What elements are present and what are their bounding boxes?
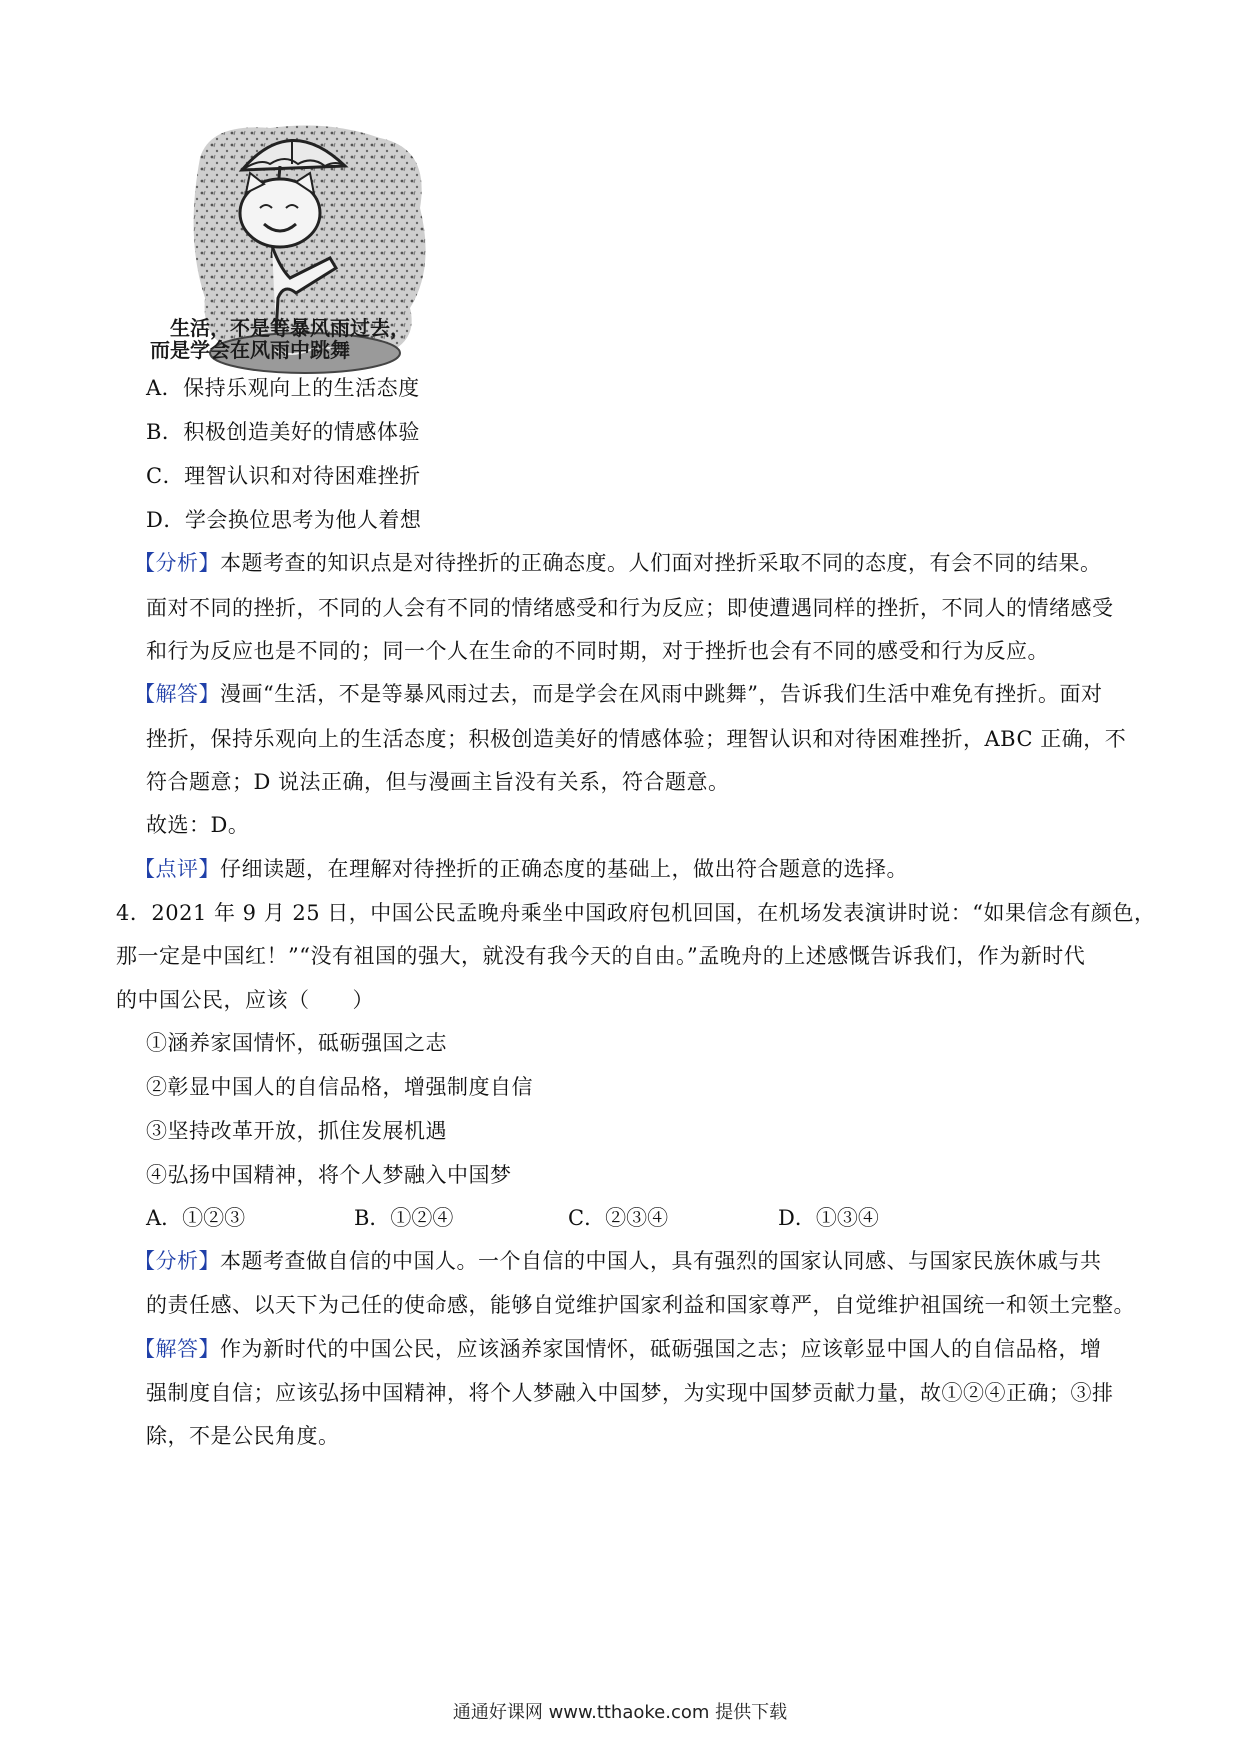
q4-answer-line2: 强制度自信；应该弘扬中国精神，将个人梦融入中国梦，为实现中国梦贡献力量，故①②④正确；③排 — [146, 1381, 1114, 1405]
cartoon-caption-line1: 生活，不是等暴风雨过去， — [170, 316, 410, 340]
q3-analysis-line1: 【分析】本题考查的知识点是对待挫折的正确态度。人们面对挫折采取不同的态度，有会不同的结果。 — [134, 551, 1102, 575]
q4-choice-a: A．①②③ — [146, 1206, 246, 1230]
q3-analysis-line2: 面对不同的挫折，不同的人会有不同的情绪感受和行为反应；即使遭遇同样的挫折，不同人的情绪感受 — [146, 596, 1114, 620]
q4-analysis-line2: 的责任感、以天下为己任的使命感，能够自觉维护国家利益和国家尊严，自觉维护祖国统一和领土完整。 — [146, 1293, 1135, 1317]
q4-choice-d: D．①③④ — [778, 1206, 879, 1230]
q3-option-d: D．学会换位思考为他人着想 — [146, 508, 422, 532]
analysis-tag: 【分析】 — [134, 551, 220, 575]
q4-statement-3: ③坚持改革开放，抓住发展机遇 — [146, 1119, 447, 1143]
q4-analysis-line1: 【分析】本题考查做自信的中国人。一个自信的中国人，具有强烈的国家认同感、与国家民族休戚与共 — [134, 1249, 1102, 1273]
q4-choice-b: B．①②④ — [354, 1206, 454, 1230]
q4-answer-line1: 【解答】作为新时代的中国公民，应该涵养家国情怀，砥砺强国之志；应该彰显中国人的自信品格，增 — [134, 1337, 1102, 1361]
answer-tag: 【解答】 — [134, 1337, 220, 1361]
q4-stem-line3: 的中国公民，应该（ ） — [116, 988, 374, 1012]
q3-analysis-line3: 和行为反应也是不同的；同一个人在生命的不同时期，对于挫折也会有不同的感受和行为反应。 — [146, 639, 1049, 663]
q4-statement-4: ④弘扬中国精神，将个人梦融入中国梦 — [146, 1163, 512, 1187]
q4-statement-2: ②彰显中国人的自信品格，增强制度自信 — [146, 1075, 533, 1099]
q4-answer-line3: 除，不是公民角度。 — [146, 1424, 340, 1448]
comment-tag: 【点评】 — [134, 857, 220, 881]
q4-stem-line1: 4．2021 年 9 月 25 日，中国公民孟晚舟乘坐中国政府包机回国，在机场发表演讲时说：“如果信念有颜色， — [116, 901, 1156, 925]
q3-option-b: B．积极创造美好的情感体验 — [146, 420, 420, 444]
q3-answer-line3: 符合题意；D 说法正确，但与漫画主旨没有关系，符合题意。 — [146, 770, 730, 794]
q4-choice-c: C．②③④ — [568, 1206, 669, 1230]
q3-answer-line2: 挫折，保持乐观向上的生活态度；积极创造美好的情感体验；理智认识和对待困难挫折，ABC 正确，不 — [146, 727, 1127, 751]
answer-tag: 【解答】 — [134, 682, 220, 706]
page-footer: 通通好课网 www.tthaoke.com 提供下载 — [452, 1702, 788, 1723]
analysis-tag: 【分析】 — [134, 1249, 220, 1273]
q3-answer-line1: 【解答】漫画“生活，不是等暴风雨过去，而是学会在风雨中跳舞”，告诉我们生活中难免有挫折。面对 — [134, 682, 1103, 706]
q4-stem-line2: 那一定是中国红！”“没有祖国的强大，就没有我今天的自由。”孟晚舟的上述感慨告诉我们，作为新时代 — [116, 944, 1086, 968]
q3-choice: 故选：D。 — [146, 813, 250, 837]
q3-option-a: A．保持乐观向上的生活态度 — [146, 376, 420, 400]
q3-option-c: C．理智认识和对待困难挫折 — [146, 464, 421, 488]
q4-statement-1: ①涵养家国情怀，砥砺强国之志 — [146, 1031, 447, 1055]
cartoon-caption-line2: 而是学会在风雨中跳舞 — [150, 338, 350, 362]
q3-comment: 【点评】仔细读题，在理解对待挫折的正确态度的基础上，做出符合题意的选择。 — [134, 857, 908, 881]
